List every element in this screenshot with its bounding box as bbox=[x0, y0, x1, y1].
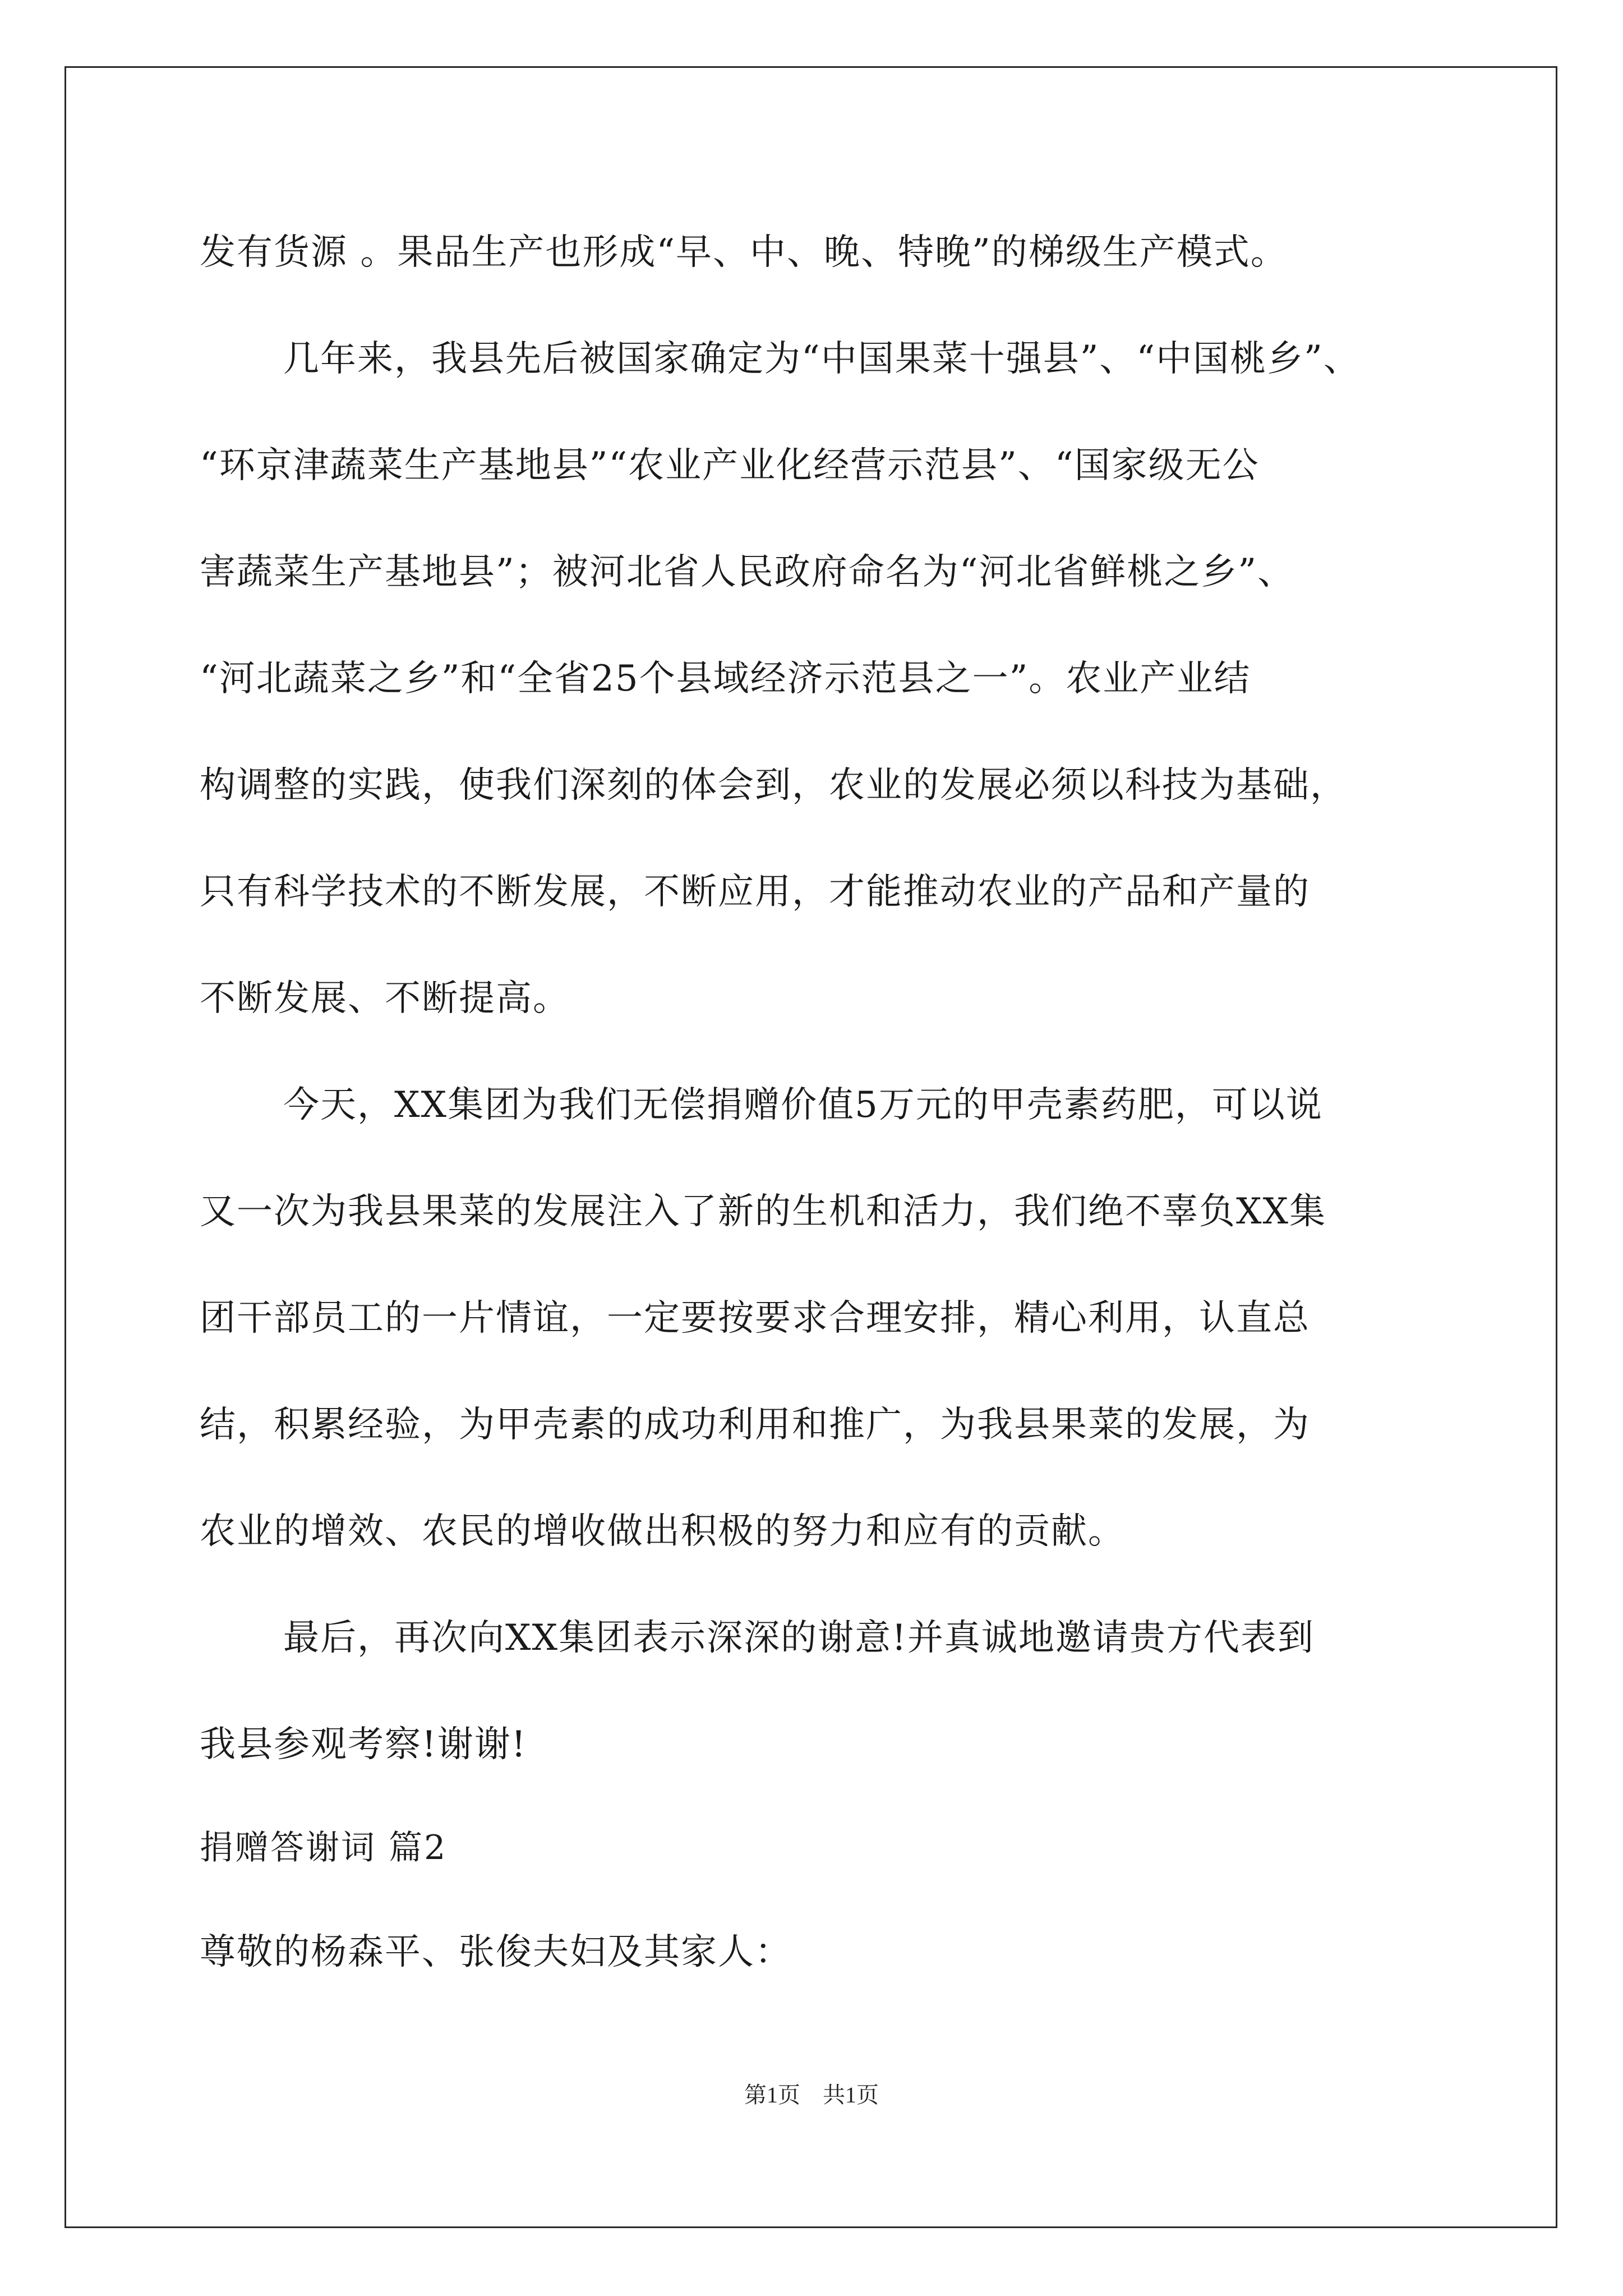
text-line: “河北蔬菜之乡”和“全省25个县域经济示范县之一”。农业产业结 bbox=[200, 658, 1251, 700]
section-heading: 捐赠答谢词 篇2 bbox=[200, 1828, 448, 1867]
text-line: 团干部员工的一片情谊，一定要按要求合理安排，精心利用，认直总 bbox=[200, 1297, 1310, 1339]
text-line: “环京津蔬菜生产基地县”“农业产业化经营示范县”、“国家级无公 bbox=[200, 445, 1260, 486]
text-line: 我县参观考察!谢谢! bbox=[200, 1724, 527, 1765]
text-line: 最后，再次向XX集团表示深深的谢意!并真诚地邀请贵方代表到 bbox=[283, 1617, 1315, 1659]
text-line: 又一次为我县果菜的发展注入了新的生机和活力，我们绝不辜负XX集 bbox=[200, 1191, 1327, 1232]
text-line: 发有货源 。果品生产也形成“早、中、晚、特晚”的梯级生产模式。 bbox=[200, 232, 1288, 273]
text-line: 结，积累经验，为甲壳素的成功利用和推广，为我县果菜的发展，为 bbox=[200, 1404, 1310, 1446]
text-line: 几年来，我县先后被国家确定为“中国果菜十强县”、“中国桃乡”、 bbox=[283, 338, 1361, 380]
salutation-line: 尊敬的杨森平、张俊夫妇及其家人： bbox=[200, 1931, 792, 1973]
text-line: 构调整的实践，使我们深刻的体会到，农业的发展必须以科技为基础， bbox=[200, 765, 1347, 806]
text-line: 只有科学技术的不断发展，不断应用，才能推动农业的产品和产量的 bbox=[200, 871, 1310, 913]
text-line: 今天，XX集团为我们无偿捐赠价值5万元的甲壳素药肥，可以说 bbox=[283, 1084, 1323, 1126]
text-line: 不断发展、不断提高。 bbox=[200, 978, 570, 1019]
text-line: 害蔬菜生产基地县”；被河北省人民政府命名为“河北省鲜桃之乡”、 bbox=[200, 551, 1295, 593]
page-footer: 第1页 共1页 bbox=[744, 2082, 879, 2108]
page-border bbox=[64, 66, 1557, 2228]
text-line: 农业的增效、农民的增收做出积极的努力和应有的贡献。 bbox=[200, 1511, 1125, 1552]
